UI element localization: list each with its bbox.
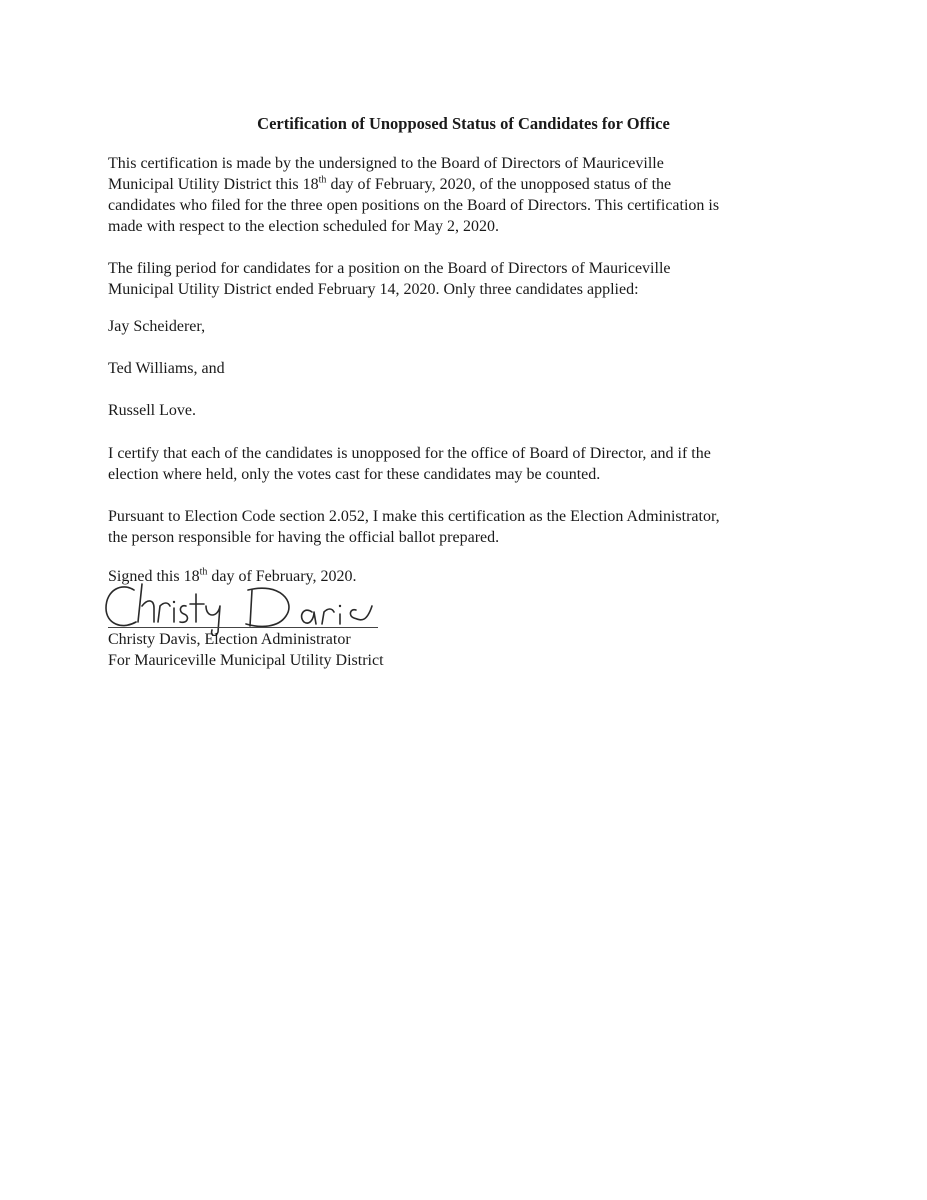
paragraph-certification-intro [108,153,828,237]
document-title: Certification of Unopposed Status of Candidates for Office [257,114,670,133]
ordinal-suffix: th [318,174,327,186]
text-segment: day of February, 2020. [207,568,357,585]
text-line: I certify that each of the candidates is unopposed for the office of Board of Director, and if the [108,445,711,462]
candidate-3: Russell Love. [108,402,196,419]
paragraph-filing-period [108,258,828,300]
text-line [108,174,828,195]
signer-organization: For Mauriceville Municipal Utility District [108,652,384,669]
text-line: The filing period for candidates for a position on the Board of Directors of Mauriceville [108,260,671,277]
text-segment: Municipal Utility District this 18 [108,176,319,193]
text-line: Municipal Utility District ended February 14, 2020. Only three candidates applied: [108,281,639,298]
text-line: made with respect to the election scheduled for May 2, 2020. [108,218,499,235]
signature-line [108,627,378,628]
text-segment: Signed this 18 [108,568,200,585]
candidate-2: Ted Williams, and [108,360,225,377]
text-line: the person responsible for having the official ballot prepared. [108,529,500,546]
candidate-1: Jay Scheiderer, [108,318,206,335]
ordinal-suffix: th [199,566,208,578]
paragraph-certify [108,443,828,485]
text-line: candidates who filed for the three open positions on the Board of Directors. This certification is [108,197,720,214]
signer-name-title: Christy Davis, Election Administrator [108,631,351,648]
text-line: Pursuant to Election Code section 2.052, I make this certification as the Election Administrator, [108,508,720,525]
paragraph-pursuant [108,506,828,548]
signer-block [108,629,828,671]
text-line: This certification is made by the undersigned to the Board of Directors of Mauriceville [108,155,664,172]
text-line: election where held, only the votes cast for these candidates may be counted. [108,466,601,483]
text-segment: day of February, 2020, of the unopposed status of the [326,176,672,193]
